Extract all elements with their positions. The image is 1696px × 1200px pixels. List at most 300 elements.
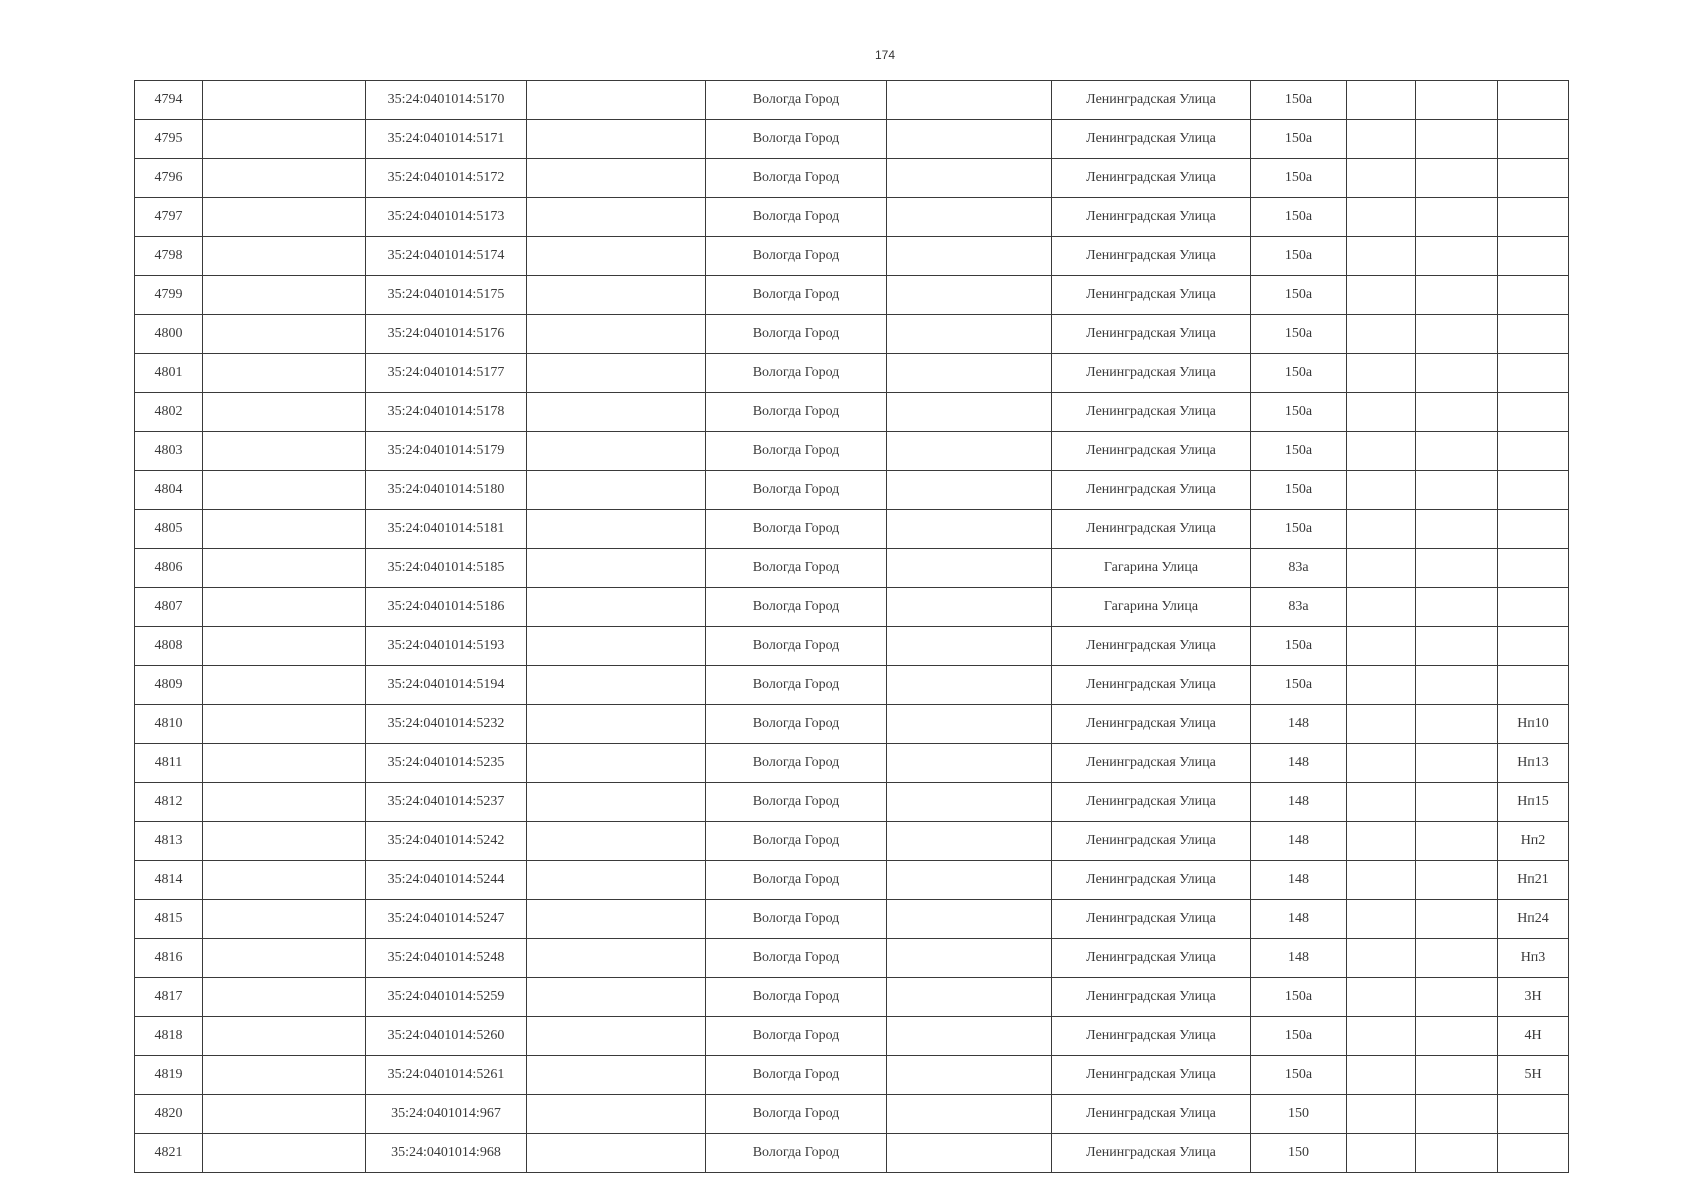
table-row [135,471,1569,510]
cell-row-number: 4801 [135,354,203,393]
cell-house-number: 148 [1251,705,1347,744]
cell-empty-3 [887,588,1052,627]
cell-empty-2 [527,510,706,549]
cell-house-number: 150а [1251,81,1347,120]
cell-row-number: 4813 [135,822,203,861]
table-row [135,393,1569,432]
cell-empty-5 [1416,1017,1498,1056]
cell-empty-3 [887,81,1052,120]
cell-cadastral-number: 35:24:0401014:5260 [366,1017,527,1056]
cell-empty-4 [1347,939,1416,978]
table-row [135,1017,1569,1056]
cell-street: Ленинградская Улица [1052,315,1251,354]
table-row [135,1095,1569,1134]
cell-empty-3 [887,666,1052,705]
table-row [135,510,1569,549]
cell-street: Ленинградская Улица [1052,198,1251,237]
table-row [135,900,1569,939]
cell-premise-number [1498,315,1569,354]
cell-empty-2 [527,120,706,159]
cell-empty-1 [203,237,366,276]
cell-empty-2 [527,237,706,276]
table-row [135,744,1569,783]
cell-house-number: 150а [1251,471,1347,510]
cell-empty-5 [1416,1095,1498,1134]
cell-street: Гагарина Улица [1052,588,1251,627]
cell-house-number: 148 [1251,900,1347,939]
cell-empty-4 [1347,666,1416,705]
cell-premise-number [1498,276,1569,315]
cell-row-number: 4815 [135,900,203,939]
cell-row-number: 4808 [135,627,203,666]
cell-premise-number [1498,1095,1569,1134]
cell-house-number: 150а [1251,198,1347,237]
table-row [135,705,1569,744]
cell-empty-2 [527,1095,706,1134]
cell-street: Ленинградская Улица [1052,393,1251,432]
cell-row-number: 4804 [135,471,203,510]
cell-empty-1 [203,354,366,393]
cell-row-number: 4802 [135,393,203,432]
cell-premise-number [1498,120,1569,159]
cell-empty-4 [1347,588,1416,627]
cell-empty-4 [1347,861,1416,900]
cell-empty-5 [1416,354,1498,393]
cell-row-number: 4806 [135,549,203,588]
cell-cadastral-number: 35:24:0401014:5186 [366,588,527,627]
cell-row-number: 4809 [135,666,203,705]
cell-empty-5 [1416,432,1498,471]
cell-cadastral-number: 35:24:0401014:5170 [366,81,527,120]
cell-street: Ленинградская Улица [1052,1134,1251,1173]
cell-premise-number [1498,354,1569,393]
table-row [135,627,1569,666]
cell-empty-2 [527,354,706,393]
cell-empty-2 [527,393,706,432]
cell-empty-4 [1347,120,1416,159]
cell-row-number: 4803 [135,432,203,471]
cell-street: Ленинградская Улица [1052,861,1251,900]
cell-empty-5 [1416,471,1498,510]
cell-empty-5 [1416,549,1498,588]
cell-house-number: 148 [1251,744,1347,783]
cell-empty-2 [527,432,706,471]
cell-empty-2 [527,159,706,198]
cell-empty-2 [527,705,706,744]
cell-cadastral-number: 35:24:0401014:5194 [366,666,527,705]
cell-empty-1 [203,783,366,822]
cell-street: Ленинградская Улица [1052,471,1251,510]
cell-premise-number [1498,627,1569,666]
cell-city: Вологда Город [706,627,887,666]
cell-cadastral-number: 35:24:0401014:5176 [366,315,527,354]
cell-street: Ленинградская Улица [1052,627,1251,666]
cell-empty-1 [203,432,366,471]
cell-cadastral-number: 35:24:0401014:5244 [366,861,527,900]
cell-empty-5 [1416,276,1498,315]
cell-premise-number: Нп10 [1498,705,1569,744]
cell-empty-5 [1416,939,1498,978]
table-row [135,276,1569,315]
cell-premise-number: Нп13 [1498,744,1569,783]
cell-cadastral-number: 35:24:0401014:5242 [366,822,527,861]
cell-empty-2 [527,978,706,1017]
cell-empty-4 [1347,549,1416,588]
cell-premise-number: Нп15 [1498,783,1569,822]
cell-row-number: 4798 [135,237,203,276]
cell-premise-number: Нп2 [1498,822,1569,861]
table-row [135,549,1569,588]
cell-empty-2 [527,1056,706,1095]
cell-street: Ленинградская Улица [1052,81,1251,120]
registry-body [135,81,1569,1173]
cell-city: Вологда Город [706,159,887,198]
cell-premise-number [1498,198,1569,237]
cell-empty-4 [1347,354,1416,393]
cell-empty-4 [1347,237,1416,276]
cell-cadastral-number: 35:24:0401014:5175 [366,276,527,315]
cell-row-number: 4800 [135,315,203,354]
cell-cadastral-number: 35:24:0401014:5235 [366,744,527,783]
cell-premise-number [1498,471,1569,510]
table-row [135,588,1569,627]
cell-empty-1 [203,198,366,237]
cell-premise-number [1498,159,1569,198]
cell-city: Вологда Город [706,939,887,978]
cell-empty-1 [203,81,366,120]
cell-premise-number [1498,666,1569,705]
cell-row-number: 4816 [135,939,203,978]
cell-street: Ленинградская Улица [1052,510,1251,549]
cell-row-number: 4795 [135,120,203,159]
cell-empty-4 [1347,822,1416,861]
cell-empty-3 [887,978,1052,1017]
cell-house-number: 150а [1251,666,1347,705]
page-number: 174 [874,48,896,62]
cell-city: Вологда Город [706,900,887,939]
table-row [135,939,1569,978]
cell-cadastral-number: 35:24:0401014:5177 [366,354,527,393]
cell-street: Ленинградская Улица [1052,900,1251,939]
cell-street: Ленинградская Улица [1052,666,1251,705]
table-row [135,81,1569,120]
cell-premise-number: 4Н [1498,1017,1569,1056]
cell-empty-3 [887,471,1052,510]
cell-empty-1 [203,120,366,159]
table-row [135,315,1569,354]
cell-empty-3 [887,276,1052,315]
cell-city: Вологда Город [706,705,887,744]
cell-city: Вологда Город [706,1056,887,1095]
cell-cadastral-number: 35:24:0401014:5193 [366,627,527,666]
cell-house-number: 150а [1251,354,1347,393]
cell-cadastral-number: 35:24:0401014:5172 [366,159,527,198]
cell-empty-4 [1347,432,1416,471]
cell-street: Ленинградская Улица [1052,276,1251,315]
cell-row-number: 4821 [135,1134,203,1173]
cell-cadastral-number: 35:24:0401014:5248 [366,939,527,978]
cell-empty-2 [527,900,706,939]
cell-empty-4 [1347,1134,1416,1173]
table-row [135,120,1569,159]
cell-row-number: 4807 [135,588,203,627]
cell-city: Вологда Город [706,393,887,432]
cell-city: Вологда Город [706,861,887,900]
cell-empty-2 [527,276,706,315]
table-row [135,978,1569,1017]
cell-row-number: 4799 [135,276,203,315]
cell-empty-3 [887,939,1052,978]
cell-city: Вологда Город [706,237,887,276]
cell-cadastral-number: 35:24:0401014:5173 [366,198,527,237]
cell-empty-2 [527,588,706,627]
cell-house-number: 150а [1251,1056,1347,1095]
cell-empty-1 [203,1017,366,1056]
cell-empty-1 [203,900,366,939]
cell-empty-1 [203,1056,366,1095]
cell-empty-4 [1347,1017,1416,1056]
cell-street: Ленинградская Улица [1052,1095,1251,1134]
cell-row-number: 4812 [135,783,203,822]
cell-street: Ленинградская Улица [1052,1056,1251,1095]
cell-empty-4 [1347,315,1416,354]
cell-premise-number [1498,510,1569,549]
cell-empty-5 [1416,1134,1498,1173]
cell-empty-2 [527,939,706,978]
cell-empty-1 [203,627,366,666]
cell-empty-1 [203,744,366,783]
cell-empty-2 [527,627,706,666]
cell-house-number: 150а [1251,627,1347,666]
cell-empty-5 [1416,159,1498,198]
cell-empty-3 [887,315,1052,354]
cell-empty-2 [527,471,706,510]
cell-street: Ленинградская Улица [1052,783,1251,822]
cell-empty-3 [887,159,1052,198]
cell-house-number: 150а [1251,276,1347,315]
cell-empty-3 [887,705,1052,744]
cell-street: Ленинградская Улица [1052,432,1251,471]
cell-cadastral-number: 35:24:0401014:5237 [366,783,527,822]
cell-cadastral-number: 35:24:0401014:5179 [366,432,527,471]
cell-empty-1 [203,276,366,315]
cell-street: Ленинградская Улица [1052,744,1251,783]
cell-empty-3 [887,393,1052,432]
cell-row-number: 4797 [135,198,203,237]
cell-city: Вологда Город [706,276,887,315]
table-row [135,198,1569,237]
cell-empty-1 [203,315,366,354]
cell-empty-2 [527,822,706,861]
cell-empty-1 [203,471,366,510]
cell-empty-4 [1347,1095,1416,1134]
cell-empty-3 [887,198,1052,237]
cell-premise-number [1498,393,1569,432]
cell-cadastral-number: 35:24:0401014:5174 [366,237,527,276]
cell-street: Ленинградская Улица [1052,159,1251,198]
cell-house-number: 148 [1251,783,1347,822]
cell-city: Вологда Город [706,978,887,1017]
cell-empty-5 [1416,822,1498,861]
cell-empty-2 [527,198,706,237]
cell-premise-number: 5Н [1498,1056,1569,1095]
cell-empty-4 [1347,705,1416,744]
cell-empty-5 [1416,81,1498,120]
cell-empty-2 [527,549,706,588]
cell-city: Вологда Город [706,471,887,510]
cell-empty-4 [1347,510,1416,549]
cell-row-number: 4818 [135,1017,203,1056]
cell-empty-4 [1347,159,1416,198]
cell-empty-3 [887,549,1052,588]
cell-row-number: 4794 [135,81,203,120]
cell-empty-3 [887,822,1052,861]
cell-empty-3 [887,1095,1052,1134]
cell-house-number: 150а [1251,432,1347,471]
cell-street: Ленинградская Улица [1052,939,1251,978]
cell-empty-1 [203,588,366,627]
cell-empty-3 [887,510,1052,549]
cell-street: Ленинградская Улица [1052,237,1251,276]
cell-empty-5 [1416,510,1498,549]
cell-empty-5 [1416,783,1498,822]
cell-cadastral-number: 35:24:0401014:968 [366,1134,527,1173]
cell-row-number: 4820 [135,1095,203,1134]
cell-cadastral-number: 35:24:0401014:5180 [366,471,527,510]
cell-empty-1 [203,393,366,432]
cell-city: Вологда Город [706,81,887,120]
cell-empty-1 [203,705,366,744]
cell-house-number: 150а [1251,120,1347,159]
cell-empty-5 [1416,627,1498,666]
table-row [135,159,1569,198]
cell-empty-2 [527,1017,706,1056]
cell-cadastral-number: 35:24:0401014:5261 [366,1056,527,1095]
cell-empty-1 [203,1095,366,1134]
cell-row-number: 4805 [135,510,203,549]
cell-city: Вологда Город [706,315,887,354]
table-row [135,861,1569,900]
cell-empty-5 [1416,588,1498,627]
cell-empty-4 [1347,81,1416,120]
cell-empty-1 [203,510,366,549]
cell-house-number: 150 [1251,1095,1347,1134]
cell-house-number: 150 [1251,1134,1347,1173]
cell-street: Ленинградская Улица [1052,354,1251,393]
cell-city: Вологда Город [706,666,887,705]
cell-empty-1 [203,978,366,1017]
cell-city: Вологда Город [706,1134,887,1173]
cell-premise-number [1498,237,1569,276]
table-row [135,783,1569,822]
cell-empty-4 [1347,783,1416,822]
cell-row-number: 4819 [135,1056,203,1095]
cell-empty-2 [527,783,706,822]
cell-empty-4 [1347,978,1416,1017]
cell-house-number: 150а [1251,510,1347,549]
cell-empty-5 [1416,978,1498,1017]
cell-empty-4 [1347,744,1416,783]
cell-street: Ленинградская Улица [1052,120,1251,159]
cell-empty-2 [527,1134,706,1173]
cell-empty-3 [887,861,1052,900]
cell-city: Вологда Город [706,432,887,471]
cell-empty-4 [1347,198,1416,237]
cell-premise-number: 3Н [1498,978,1569,1017]
cell-empty-5 [1416,861,1498,900]
cell-house-number: 150а [1251,159,1347,198]
table-row [135,666,1569,705]
cell-empty-5 [1416,393,1498,432]
cell-empty-5 [1416,1056,1498,1095]
cell-row-number: 4810 [135,705,203,744]
cell-street: Ленинградская Улица [1052,822,1251,861]
cell-empty-2 [527,744,706,783]
cell-empty-4 [1347,471,1416,510]
cell-city: Вологда Город [706,783,887,822]
cell-city: Вологда Город [706,120,887,159]
cell-empty-5 [1416,237,1498,276]
cell-empty-3 [887,900,1052,939]
cell-city: Вологда Город [706,510,887,549]
cell-empty-2 [527,861,706,900]
cell-empty-3 [887,432,1052,471]
table-row [135,354,1569,393]
cell-city: Вологда Город [706,1017,887,1056]
cell-empty-3 [887,354,1052,393]
cell-empty-3 [887,1056,1052,1095]
table-row [135,237,1569,276]
cell-row-number: 4817 [135,978,203,1017]
cell-premise-number [1498,81,1569,120]
cell-premise-number [1498,432,1569,471]
cell-street: Ленинградская Улица [1052,1017,1251,1056]
cell-city: Вологда Город [706,354,887,393]
cell-row-number: 4814 [135,861,203,900]
cell-empty-4 [1347,276,1416,315]
cell-house-number: 150а [1251,393,1347,432]
cell-city: Вологда Город [706,549,887,588]
cell-premise-number [1498,549,1569,588]
cell-street: Гагарина Улица [1052,549,1251,588]
cell-house-number: 148 [1251,861,1347,900]
cell-empty-3 [887,120,1052,159]
cell-empty-3 [887,744,1052,783]
cell-city: Вологда Город [706,198,887,237]
cell-empty-1 [203,939,366,978]
cell-cadastral-number: 35:24:0401014:5259 [366,978,527,1017]
cell-empty-3 [887,783,1052,822]
cell-empty-1 [203,549,366,588]
cell-street: Ленинградская Улица [1052,978,1251,1017]
cell-empty-3 [887,1017,1052,1056]
cell-city: Вологда Город [706,1095,887,1134]
table-row [135,432,1569,471]
table-row [135,1056,1569,1095]
cell-premise-number: Нп24 [1498,900,1569,939]
cell-street: Ленинградская Улица [1052,705,1251,744]
table-row [135,1134,1569,1173]
cell-empty-3 [887,627,1052,666]
cell-house-number: 150а [1251,1017,1347,1056]
cell-premise-number: Нп3 [1498,939,1569,978]
cell-premise-number [1498,1134,1569,1173]
cell-cadastral-number: 35:24:0401014:5232 [366,705,527,744]
cell-city: Вологда Город [706,744,887,783]
cell-cadastral-number: 35:24:0401014:5185 [366,549,527,588]
cell-premise-number [1498,588,1569,627]
cell-empty-2 [527,315,706,354]
